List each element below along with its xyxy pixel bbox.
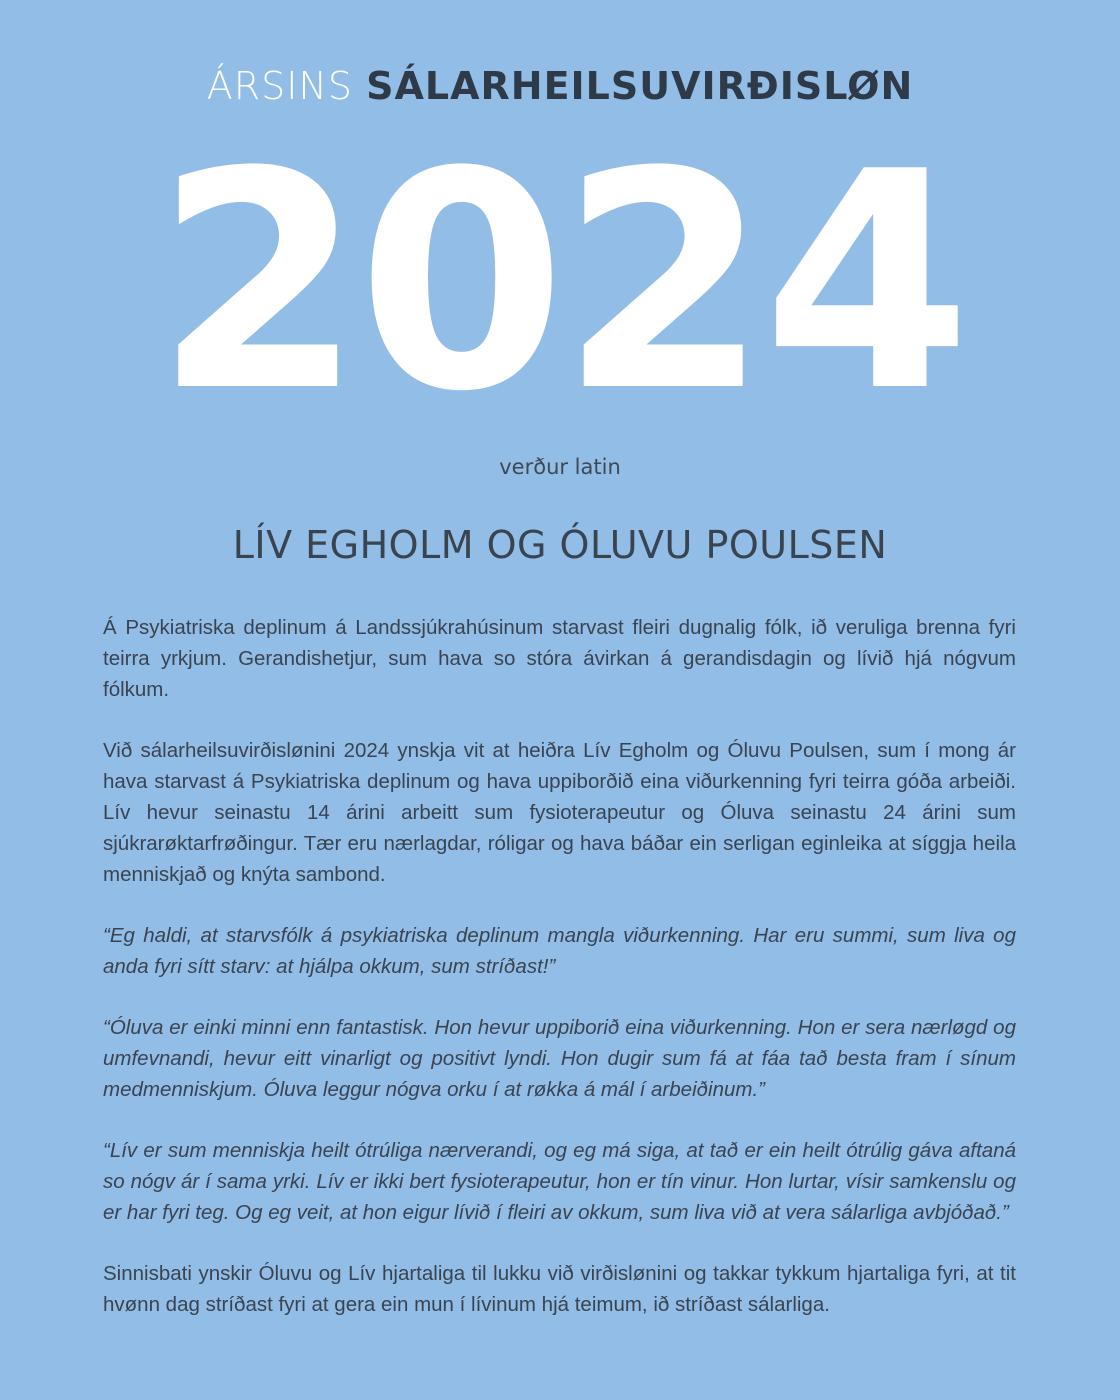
quote-paragraph: “Óluva er einki minni enn fantastisk. Hon hevur uppiborið eina viðurkenning. Hon er sera nærløgd og umfevnandi, hevur eitt vinarligt og positivt lyndi. Hon dugir sum fá at fáa tað besta fram í sínum medmenniskjum. Óluva leggur nógva orku í at røkka á mál í arbeiðinum.” [103, 1016, 1016, 1101]
quote-paragraph: “Lív er sum menniskja heilt ótrúliga nærverandi, og eg má siga, at tað er ein heilt ótrúlig gáva aftaná so nógv ár í sama yrki. Lív er ikki bert fysioterapeutur, hon er tín vinur. Hon lurtar, vísir samkenslu og er har fyri teg. Og eg veit, at hon eigur lívið í fleiri av okkum, sum liva við at vera sálarliga avbjóðað.” [103, 1139, 1016, 1224]
award-title [0, 56, 1120, 116]
quote-paragraph: “Eg haldi, at starvsfólk á psykiatriska deplinum mangla viðurkenning. Har eru summi, sum liva og anda fyri sítt starv: at hjálpa okkum, sum stríðast!” [103, 924, 1016, 978]
award-paragraph: Við sálarheilsuvirðislønini 2024 ynskja vit at heiðra Lív Egholm og Óluvu Poulsen, sum í mong ár hava starvast á Psykiatriska deplinum og hava uppiborðið eina viðurkenning fyri teirra góða arbeiði. Lív hevur seinastu 14 árini arbeitt sum fysioterapeutur og Óluva seinastu 24 árini sum sjúkrarøktarfrøðingur. Tær eru nærlagdar, róligar og hava báðar ein serligan eginleika at síggja heila menniskjað og knýta sambond. [103, 739, 1016, 886]
body-text [103, 612, 1016, 1350]
award-title-light: ÁRSINS [206, 64, 354, 108]
intro-paragraph: Á Psykiatriska deplinum á Landssjúkrahúsinum starvast fleiri dugnalig fólk, ið veruliga brenna fyri teirra yrkjum. Gerandishetjur, sum hava so stóra ávirkan á gerandisdagin og lívið hjá nógvum fólkum. [103, 616, 1016, 701]
award-subtitle: verður latin [499, 455, 621, 479]
award-title-bold: SÁLARHEILSUVIRÐISLØN [366, 64, 914, 108]
closing-paragraph: Sinnisbati ynskir Óluvu og Lív hjartaliga til lukku við virðislønini og takkar tykkum hjartaliga fyri, at tit hvønn dag stríðast fyri at gera ein mun í lívinum hjá teimum, ið stríðast sálarliga. [103, 1262, 1016, 1316]
award-year: 2024 [154, 108, 966, 457]
recipient-names: LÍV EGHOLM OG ÓLUVU POULSEN [232, 523, 888, 567]
